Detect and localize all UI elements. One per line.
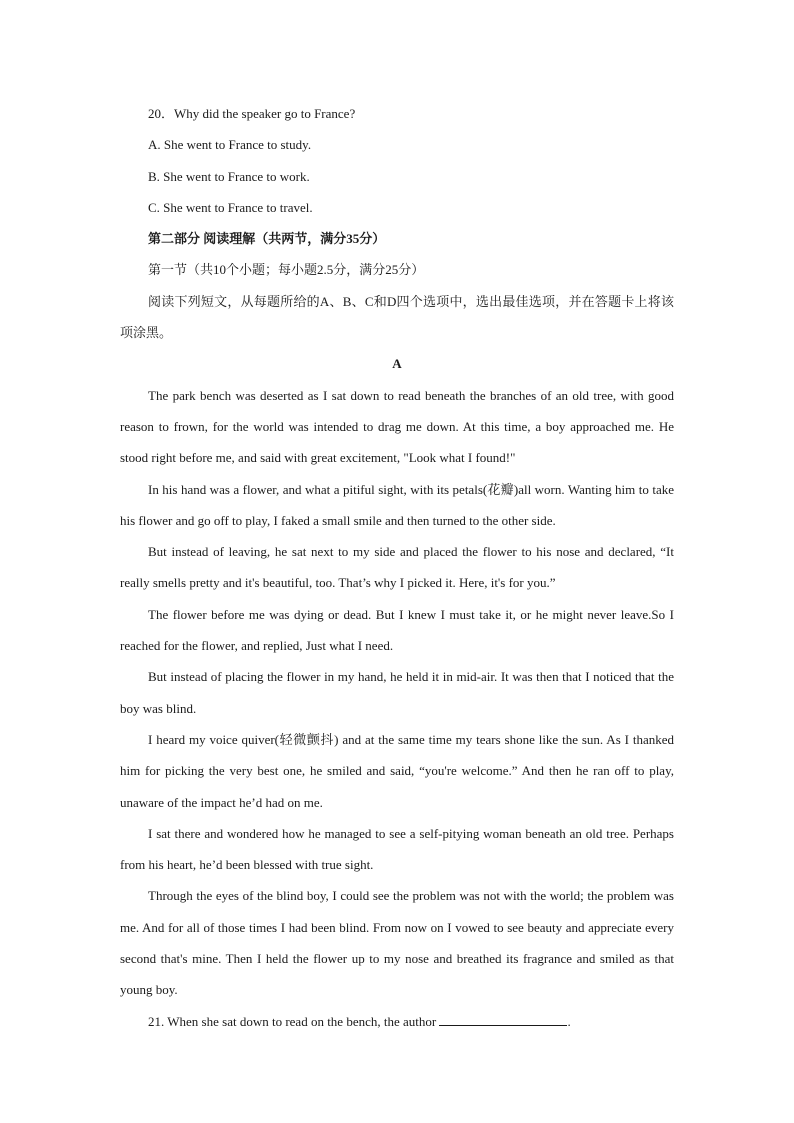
passage-paragraph: But instead of leaving, he sat next to my side and placed the flower to his nose and declared, “It really smells pretty and it's beautiful, too. That’s why I picked it. Here, it's for you.”	[120, 544, 674, 591]
section-subheading: 第一节（共10个小题；每小题2.5分，满分25分）	[148, 262, 425, 278]
passage-paragraph: But instead of placing the flower in my hand, he held it in mid-air. It was then that I noticed that the boy was blind.	[120, 669, 674, 716]
passage-paragraph: The flower before me was dying or dead. But I knew I must take it, or he might never leave.So I reached for the flower, and replied, Just what I need.	[120, 606, 674, 654]
passage-paragraph: I heard my voice quiver(轻微颤抖) and at the same time my tears shone like the sun. As I thanked him for picking the very best one, he smiled and said, “you're welcome.” And then he ran off to play, unaware of the impact he’d had on me.	[120, 731, 674, 810]
answer-blank[interactable]	[439, 1011, 567, 1026]
option-a: A. She went to France to study.	[148, 137, 312, 153]
question-21-end: .	[567, 1013, 571, 1029]
section-instructions: 阅读下列短文，从每题所给的A、B、C和D四个选项中，选出最佳选项，并在答题卡上将该项涂黑。	[120, 293, 674, 341]
passage-paragraph: I sat there and wondered how he managed to see a self-pitying woman beneath an old tree. Perhaps from his heart, he’d been blessed with true sight.	[120, 825, 674, 873]
exam-page	[120, 98, 674, 1037]
question-20: 20．Why did the speaker go to France?	[148, 106, 356, 121]
passage-paragraph: The park bench was deserted as I sat down to read beneath the branches of an old tree, with good reason to frown, for the world was intended to drag me down. At this time, a boy approached me. He stood right before me, and said with great excitement, "Look what I found!"	[120, 387, 674, 466]
passage-paragraph: Through the eyes of the blind boy, I could see the problem was not with the world; the problem was me. And for all of those times I had been blind. From now on I vowed to see beauty and appreciate every second that's mine. Then I held the flower up to my nose and breathed its fragrance and smiled as that young boy.	[120, 888, 674, 998]
passage-paragraph: In his hand was a flower, and what a pitiful sight, with its petals(花瓣)all worn. Wanting him to take his flower and go off to play, I faked a small smile and then turned to the other side.	[120, 481, 674, 528]
section-heading: 第二部分 阅读理解（共两节，满分35分）	[148, 231, 386, 247]
question-21-stem: 21. When she sat down to read on the bench, the author	[148, 1013, 437, 1029]
passage-label: A	[392, 356, 402, 372]
option-c: C. She went to France to travel.	[148, 199, 313, 215]
question-21	[120, 1006, 674, 1037]
option-b: B. She went to France to work.	[148, 168, 310, 184]
